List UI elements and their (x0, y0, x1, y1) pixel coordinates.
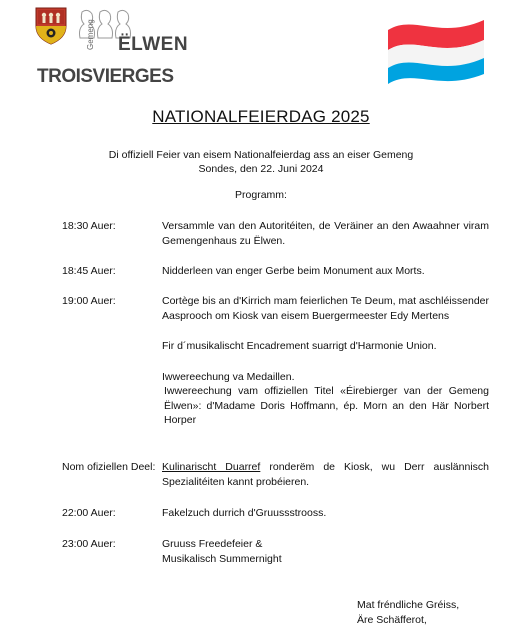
logo-side-text: Gemeng (86, 19, 95, 50)
program-description (162, 537, 489, 566)
program-time: Nom ofiziellen Deel: (62, 461, 156, 473)
program-time: 19:00 Auer: (62, 295, 116, 307)
program-time: 22:00 Auer: (62, 507, 116, 519)
intro-line: Di offiziell Feier van eisem Nationalfeierdag ass an eiser Gemeng (108, 149, 414, 161)
municipality-logo (34, 6, 189, 87)
page-title: NATIONALFEIERDAG 2025 (152, 107, 370, 126)
program-line: ronderëm de Kiosk, wu Derr auslännisch Spezialitéiten kannt probéieren. (162, 461, 490, 488)
luxembourg-flag-icon (384, 12, 488, 86)
logo-town-name: ËLWEN (118, 34, 189, 55)
program-line: Fakelzuch durrich d'Gruussstrooss. (162, 507, 327, 519)
program-line: Fir d´musikalischt Encadrement suarrigt d'Harmonie Union. (162, 340, 437, 352)
program-description (162, 264, 489, 279)
culinary-highlight: Kulinarischt Duarref (162, 461, 261, 473)
program-line: Cortège bis an d'Kirrich mam feierlichen Te Deum, mat aschléissender Aasprooch om Kiosk van eisem Buergermeester Edy Mertens (162, 295, 489, 322)
program-description (162, 506, 489, 521)
program-line: Musikalisch Summernight (162, 552, 282, 565)
programm-heading: Programm: (235, 189, 287, 201)
logo-town-name-fr: TROISVIERGES (37, 66, 174, 87)
program-description (162, 219, 489, 248)
program-line: Iwwereechung vam offiziellen Titel «Éirebierger van der Gemeng Ëlwen»: d'Madame Doris Hoffmann, ép. Morn an den Här Norbert Horper (164, 385, 489, 426)
program-line: Gruuss Freedefeier & (162, 538, 263, 550)
program-time: 18:30 Auer: (62, 220, 116, 232)
program-line: Versammle van den Autoritéiten, de Veräiner an den Awaahner viram Gemengenhaus zu Ëlwen. (162, 220, 489, 247)
intro-date: Sondes, den 22. Juni 2024 (198, 163, 324, 175)
closing-signature (357, 598, 459, 628)
program-description (162, 294, 489, 428)
closing-greeting: Mat fréndliche Gréiss, (357, 599, 460, 611)
program-time: 23:00 Auer: (62, 538, 116, 550)
intro-text (0, 148, 522, 176)
program-line: Nidderleen van enger Gerbe beim Monument aux Morts. (162, 265, 425, 277)
closing-sender: Äre Schäfferot, (357, 614, 427, 626)
program-time: 18:45 Auer: (62, 265, 116, 277)
program-line: Iwwereechung va Medaillen. (162, 370, 295, 383)
program-description (162, 460, 489, 489)
